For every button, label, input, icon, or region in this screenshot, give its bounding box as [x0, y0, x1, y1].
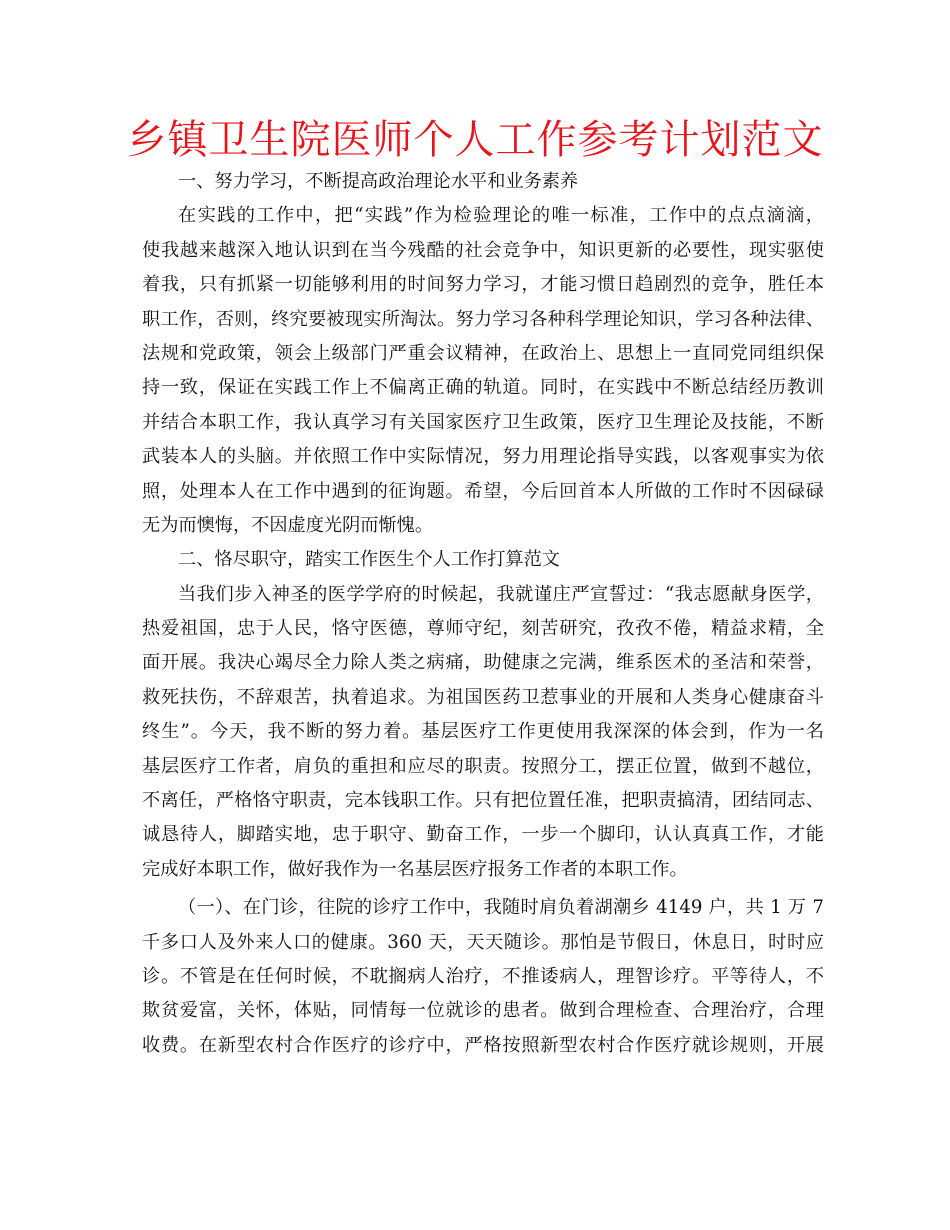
paragraph-line: 法规和党政策，领会上级部门严重会议精神，在政治上、思想上一直同党同组织保 [142, 342, 824, 364]
document-body [142, 165, 824, 1063]
paragraph-line: 在实践的工作中，把“实践”作为检验理论的唯一标准，工作中的点点滴滴， [178, 205, 824, 227]
paragraph-line: 救死扶伤，不辞艰苦，执着追求。为祖国医药卫惹事业的开展和人类身心健康奋斗 [142, 686, 824, 708]
paragraph-line: 千多口人及外来人口的健康。360 天，天天随诊。那怕是节假日，休息日，时时应 [142, 931, 824, 953]
paragraph-line: 热爱祖国，忠于人民，恪守医德，尊师守纪，刻苦研究，孜孜不倦，精益求精，全 [142, 618, 824, 640]
paragraph-line: 武装本人的头脑。并依照工作中实际情况，努力用理论指导实践，以客观事实为依 [142, 446, 824, 468]
paragraph-line: 欺贫爱富，关怀，体贴，同情每一位就诊的患者。做到合理检查、合理治疗，合理 [142, 1000, 824, 1022]
paragraph-line: 完成好本职工作，做好我作为一名基层医疗报务工作者的本职工作。 [142, 858, 688, 880]
paragraph-line: 当我们步入神圣的医学学府的时候起，我就谨庄严宣誓过：“我志愿献身医学， [178, 583, 824, 605]
paragraph-line: 并结合本职工作，我认真学习有关国家医疗卫生政策，医疗卫生理论及技能，不断 [142, 411, 824, 433]
paragraph-line: 持一致，保证在实践工作上不偏离正确的轨道。同时，在实践中不断总结经历教训 [142, 377, 824, 399]
paragraph-line: 终生”。今天，我不断的努力着。基层医疗工作更使用我深深的体会到，作为一名 [142, 721, 824, 743]
document-title: 乡镇卫生院医师个人工作参考计划范文 [126, 117, 824, 163]
paragraph-line: 着我，只有抓紧一切能够利用的时间努力学习，才能习惯日趋剧烈的竞争，胜任本 [142, 274, 824, 296]
paragraph-line: 不离任，严格恪守职责，完本钱职工作。只有把位置任准，把职责搞清，团结同志、 [142, 790, 824, 812]
paragraph-line: 收费。在新型农村合作医疗的诊疗中，严格按照新型农村合作医疗就诊规则，开展 [142, 1034, 824, 1056]
paragraph-line: 基层医疗工作者，肩负的重担和应尽的职责。按照分工，摆正位置，做到不越位， [142, 755, 824, 777]
paragraph-line: 职工作，否则，终究要被现实所淘汰。努力学习各种科学理论知识，学习各种法律、 [142, 308, 824, 330]
section-heading: 一、努力学习，不断提高政治理论水平和业务素养 [178, 171, 579, 192]
paragraph-line: 诊。不管是在任何时候，不耽搁病人治疗，不推诿病人，理智诊疗。平等待人，不 [142, 965, 824, 987]
paragraph-line: 诚恳待人，脚踏实地，忠于职守、勤奋工作，一步一个脚印，认认真真工作，才能 [142, 824, 824, 846]
paragraph-line: 照，处理本人在工作中遇到的征询题。希望，今后回首本人所做的工作时不因碌碌 [142, 480, 824, 502]
paragraph-line: 无为而懊悔，不因虚度光阴而惭愧。 [142, 514, 434, 536]
section-heading: 二、恪尽职守，踏实工作医生个人工作打算范文 [178, 549, 560, 571]
paragraph-line: 面开展。我决心竭尽全力除人类之病痛，助健康之完满，维系医术的圣洁和荣誉， [142, 652, 824, 674]
paragraph-line: （一）、在门诊，往院的诊疗工作中，我随时肩负着湖潮乡 4149 户，共 1 万 7 [178, 897, 824, 919]
paragraph-line: 使我越来越深入地认识到在当今残酷的社会竞争中，知识更新的必要性，现实驱使 [142, 239, 824, 261]
